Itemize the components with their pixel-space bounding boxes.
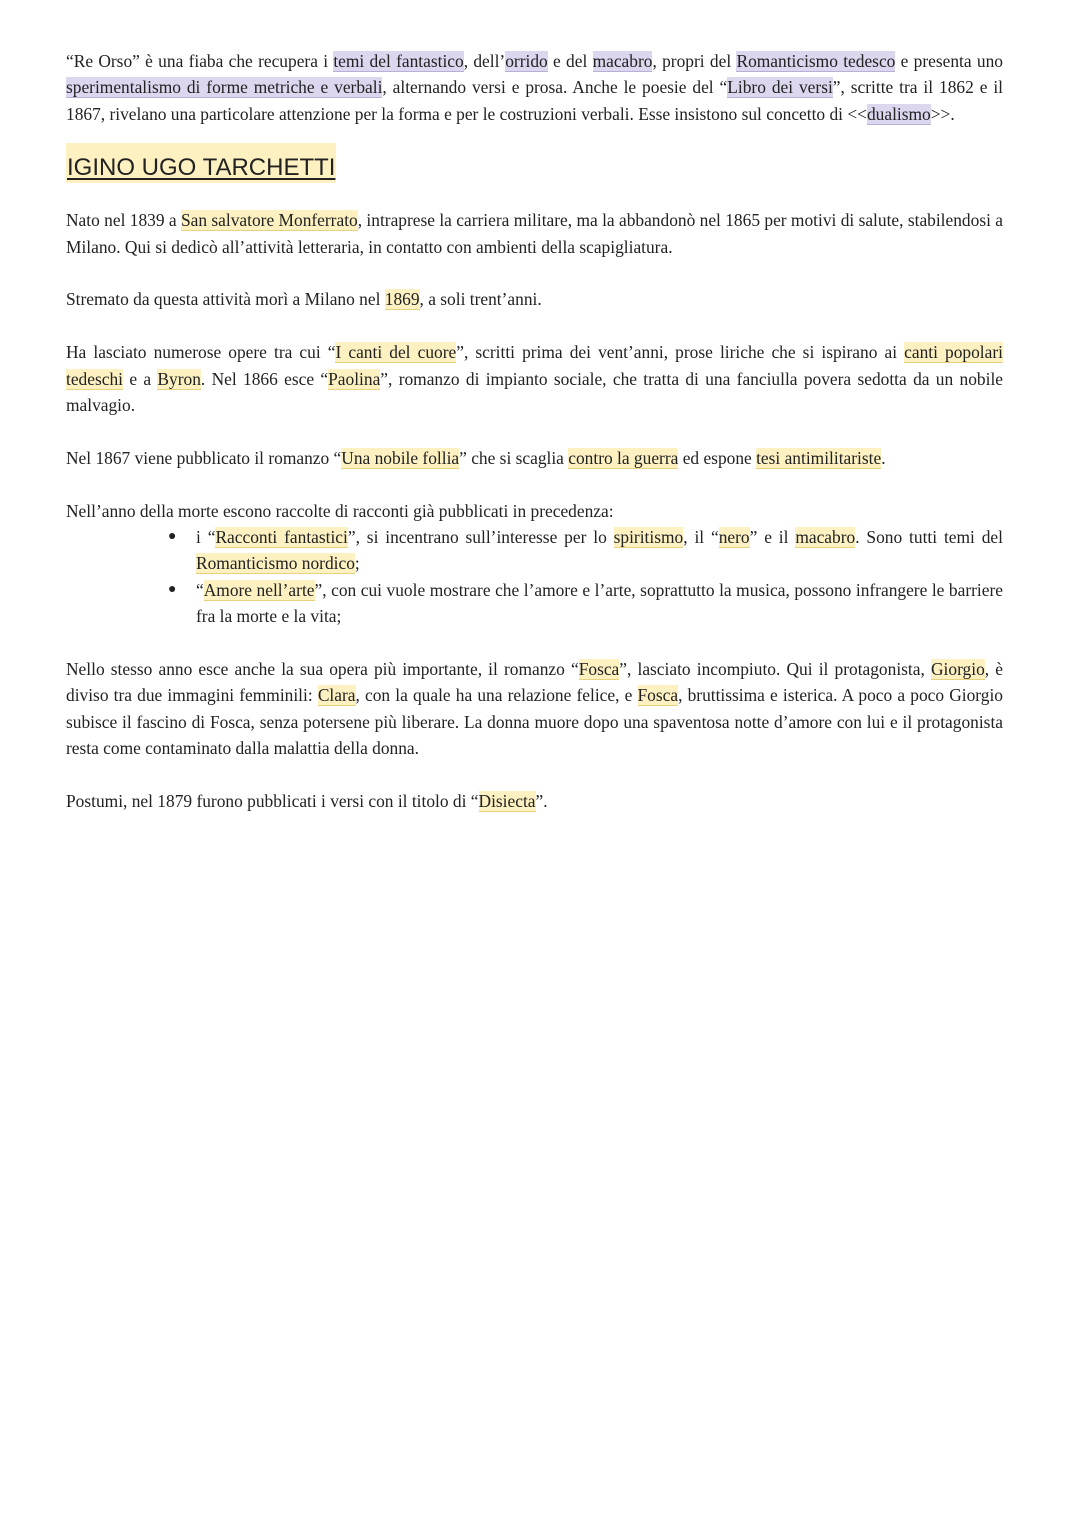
highlight: 1869 — [384, 289, 420, 310]
highlight: Paolina — [328, 368, 381, 389]
highlight: Racconti fantastici — [215, 527, 348, 548]
bullet-list — [66, 524, 1003, 630]
highlight: Fosca — [637, 685, 679, 706]
list-item: ● i “Racconti fantastici”, si incentrano sull’interesse per lo spiritismo, il “nero” e il macabro. Sono tutti temi del Romanticismo nordico; — [196, 524, 1003, 577]
highlight: Giorgio — [930, 659, 985, 680]
paragraph-birth: Nato nel 1839 a San salvatore Monferrato, intraprese la carriera militare, ma la abbandonò nel 1865 per motivi di salute, stabilendosi a Milano. Qui si dedicò all’attività letteraria, in contatto con ambienti della scapigliatura. — [66, 210, 1003, 257]
highlight: San salvatore Monferrato — [180, 210, 358, 231]
highlight: nero — [718, 527, 750, 548]
highlight: dualismo — [866, 103, 931, 124]
highlight: temi del fantastico — [333, 51, 464, 71]
paragraph-death: Stremato da questa attività morì a Milano nel 1869, a soli trent’anni. — [66, 289, 542, 310]
section-heading-wrap — [66, 143, 336, 183]
highlight: I canti del cuore — [335, 342, 457, 363]
list-item: ● “Amore nell’arte”, con cui vuole mostrare che l’amore e l’arte, soprattutto la musica, possono infrangere le barriere fra la morte e la vita; — [196, 577, 1003, 630]
highlight: Libro dei versi — [727, 77, 833, 98]
highlight: tesi antimilitariste — [756, 447, 882, 468]
paragraph-works: Ha lasciato numerose opere tra cui “I canti del cuore”, scritti prima dei vent’anni, prose liriche che si ispirano ai canti popolari tedeschi e a Byron. Nel 1866 esce “Paolina”, romanzo di impianto sociale, che tratta di una fanciulla povera sedotta da un nobile malvagio. — [66, 342, 1004, 416]
paragraph-disiecta: Postumi, nel 1879 furono pubblicati i versi con il titolo di “Disiecta”. — [66, 791, 548, 812]
highlight: Una nobile follia — [341, 447, 460, 468]
highlight: Fosca — [578, 659, 620, 680]
bullet-icon: ● — [168, 529, 177, 545]
highlight: Disiecta — [478, 791, 536, 812]
highlight: orrido — [505, 51, 548, 71]
highlight: spiritismo — [613, 527, 684, 548]
highlight: sperimentalismo di forme metriche e verbali — [66, 77, 383, 98]
highlight: Clara — [317, 685, 356, 706]
highlight: Romanticismo nordico — [196, 553, 355, 574]
bullet-icon: ● — [168, 581, 177, 597]
paragraph-raccolte: Nell’anno della morte escono raccolte di racconti già pubblicati in precedenza: — [66, 500, 614, 521]
paragraph-fosca: Nello stesso anno esce anche la sua opera più importante, il romanzo “Fosca”, lasciato incompiuto. Qui il protagonista, Giorgio, è diviso tra due immagini femminili: Clara, con la quale ha una relazione felice, e Fosca, bruttissima e isterica. A poco a poco Giorgio subisce il fascino di Fosca, senza potersene più liberare. La donna muore dopo una spaventosa notte d’amore con lui e il protagonista resta come contaminato dalla malattia della donna. — [66, 659, 1003, 759]
highlight: Amore nell’arte — [203, 579, 315, 600]
section-heading: IGINO UGO TARCHETTI — [67, 154, 336, 182]
highlight: Byron — [157, 368, 201, 389]
highlight: macabro — [592, 51, 653, 71]
highlight: contro la guerra — [568, 447, 679, 468]
paragraph-nobile-follia: Nel 1867 viene pubblicato il romanzo “Una nobile follia” che si scaglia contro la guerra ed espone tesi antimilitariste. — [66, 447, 886, 468]
highlight: macabro — [795, 527, 856, 548]
intro-paragraph: “Re Orso” è una fiaba che recupera i temi del fantastico, dell’orrido e del macabro, propri del Romanticismo tedesco e presenta uno sperimentalismo di forme metriche e verbali, alternando versi e prosa. Anche le poesie del “Libro dei versi”, scritte tra il 1862 e il 1867, rivelano una particolare attenzione per la forma e per le costruzioni verbali. Esse insistono sul concetto di <<dualismo>>. — [66, 51, 1004, 124]
document-page — [66, 48, 1003, 814]
highlight: canti popolari tedeschi — [66, 342, 1003, 389]
highlight: Romanticismo tedesco — [736, 51, 896, 71]
